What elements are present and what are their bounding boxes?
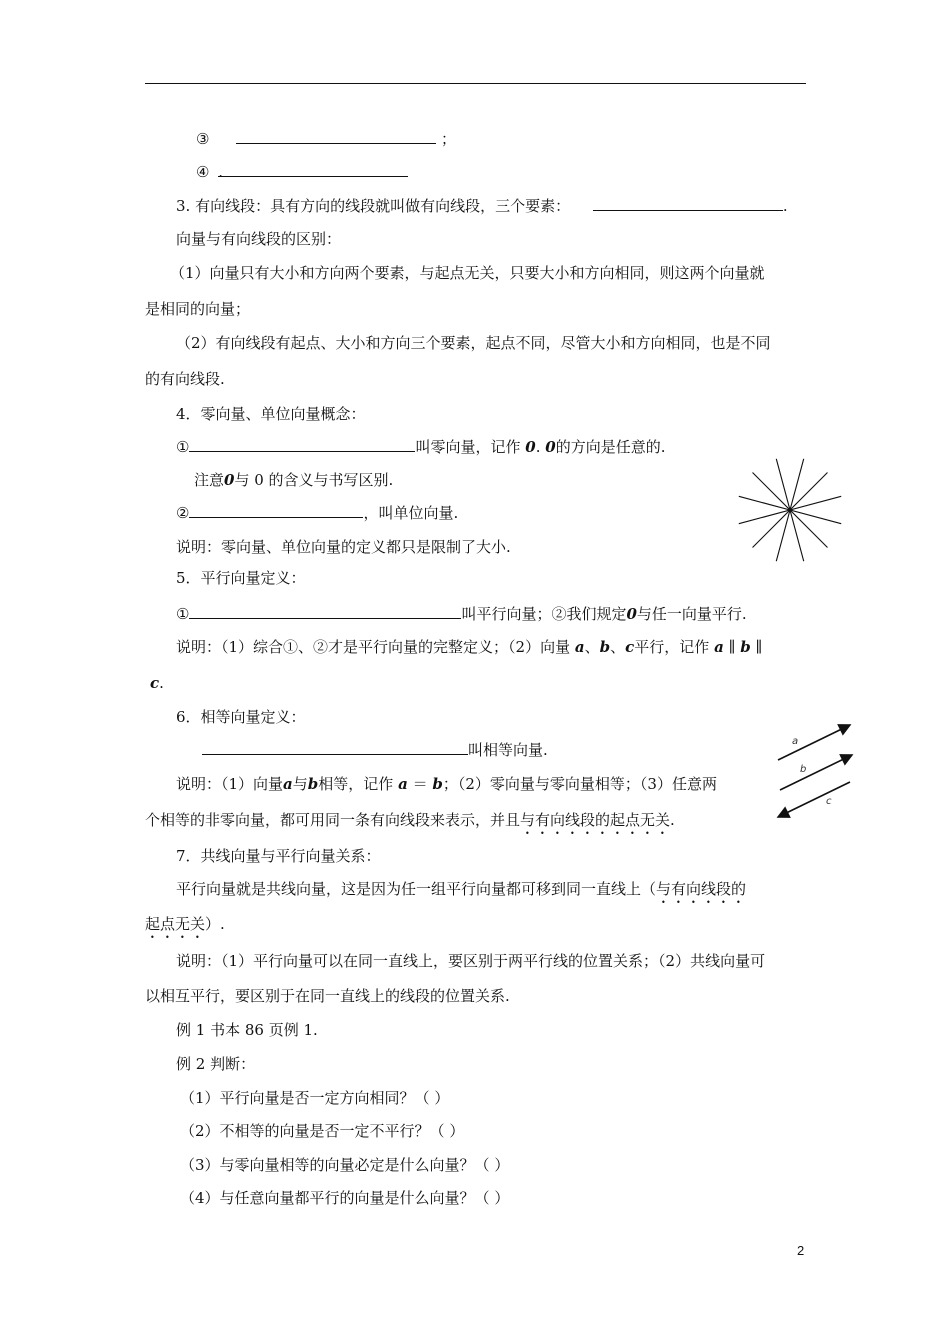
- question-3: （3）与零向量相等的向量必定是什么向量？（ ）: [180, 1156, 510, 1174]
- semicolon: ；: [441, 130, 457, 148]
- section-4-item-1: [176, 437, 665, 457]
- vector-b: b: [740, 638, 751, 656]
- blank-4: [218, 162, 408, 181]
- parallel-symbol: ∥: [723, 638, 741, 656]
- circled-4: ④: [196, 163, 210, 181]
- item-4-line: [196, 162, 408, 182]
- explanation-text: 说明：（1）综合①、②才是平行向量的完整定义；（2）向量: [176, 638, 571, 656]
- vector-a: a: [714, 638, 724, 656]
- blank-equal-vector: [202, 740, 468, 755]
- difference-title: 向量与有向线段的区别：: [176, 230, 342, 248]
- section-4-title: 4．零向量、单位向量概念：: [176, 405, 366, 423]
- zero-vector-star-figure: [735, 455, 845, 565]
- section-7-text-b: [145, 914, 225, 942]
- parallel-symbol: ∥: [750, 638, 763, 656]
- vector-b-arrow: [780, 755, 852, 790]
- question-1: （1）平行向量是否一定方向相同？（ ）: [180, 1089, 450, 1107]
- circled-1: ①: [176, 605, 190, 623]
- blank-3-elements: [593, 196, 783, 211]
- section-5-item-1: [176, 604, 747, 624]
- page-number: 2: [797, 1243, 805, 1258]
- blank-3: [236, 129, 436, 144]
- blank-unit-vector: [189, 503, 363, 518]
- emphasized-text: 与有向线段的起点无关: [520, 811, 671, 829]
- dot: .: [535, 438, 541, 456]
- item-3-line: [196, 129, 456, 149]
- circled-2: ②: [176, 504, 190, 522]
- separator: 、: [610, 638, 626, 656]
- label-b: b: [800, 764, 807, 775]
- section-3: [176, 196, 788, 216]
- zero-symbol: 0: [525, 438, 536, 456]
- label-a: a: [792, 736, 799, 747]
- section-7-explanation-b: 以相互平行，要区别于在同一直线上的线段的位置关系.: [145, 987, 510, 1005]
- section-4-item-2: [176, 503, 458, 523]
- parallel-rule-text: 与任一向量平行.: [636, 605, 747, 623]
- emphasized-text: 起点无关: [145, 915, 206, 933]
- emphasized-text: 与有向线段的: [656, 880, 747, 898]
- question-4: （4）与任意向量都平行的向量是什么向量？（ ）: [180, 1189, 510, 1207]
- section-3-text: 3. 有向线段：具有方向的线段就叫做有向线段，三个要素：: [176, 197, 571, 215]
- vector-a: a: [283, 775, 293, 793]
- note-label: 注意: [194, 471, 225, 489]
- section-4-explanation: 说明：零向量、单位向量的定义都只是限制了大小.: [176, 538, 511, 556]
- section-6-explanation-a: [176, 774, 717, 794]
- vector-a-arrow: [778, 725, 850, 760]
- unit-vector-text: ，叫单位向量.: [363, 504, 459, 522]
- circled-1: ①: [176, 438, 190, 456]
- section-5-title: 5．平行向量定义：: [176, 569, 306, 587]
- section-4-note: [194, 470, 393, 490]
- section-7-explanation-a: 说明：（1）平行向量可以在同一直线上，要区别于两平行线的位置关系；（2）共线向量可: [176, 952, 766, 970]
- section-5-explanation-cont: [150, 673, 164, 693]
- vector-c-arrow: [778, 782, 850, 817]
- equals-symbol: ＝: [407, 775, 433, 793]
- vector-a: a: [574, 638, 585, 656]
- difference-1b: 是相同的向量；: [145, 300, 251, 318]
- blank-parallel-vector: [189, 604, 461, 619]
- circled-3: ③: [196, 130, 210, 148]
- blank-zero-vector: [189, 437, 415, 452]
- zero-symbol: 0: [626, 605, 637, 623]
- vector-b: b: [307, 775, 319, 793]
- question-2: （2）不相等的向量是否一定不平行？（ ）: [180, 1122, 465, 1140]
- label-c: c: [826, 796, 832, 807]
- section-6-explanation-b: [145, 810, 675, 838]
- explanation-text: 平行，记作: [634, 638, 710, 656]
- zero-direction-text: 的方向是任意的.: [555, 438, 666, 456]
- section-6-title: 6．相等向量定义：: [176, 708, 306, 726]
- difference-1a: （1）向量只有大小和方向两个要素，与起点无关，只要大小和方向相同，则这两个向量就: [170, 264, 765, 282]
- parallel-vector-text: 叫平行向量；②我们规定: [461, 605, 627, 623]
- section-7-title: 7．共线向量与平行向量关系：: [176, 847, 381, 865]
- vector-c: c: [150, 674, 160, 692]
- period: .: [782, 197, 788, 215]
- explanation-text: ；（2）零向量与零向量相等；（3）任意两: [442, 775, 717, 793]
- section-5-explanation: [176, 637, 762, 657]
- equal-vectors-figure: [770, 720, 860, 820]
- section-6-item: [202, 740, 548, 760]
- difference-2b: 的有向线段.: [145, 370, 225, 388]
- vector-a: a: [398, 775, 408, 793]
- section-7-text-a: [176, 879, 746, 907]
- note-text: 与 0 的含义与书写区别.: [234, 471, 394, 489]
- period: .: [670, 811, 675, 829]
- zero-symbol: 0: [224, 471, 235, 489]
- explanation-text: 与: [292, 775, 308, 793]
- header-rule: [145, 83, 806, 84]
- period: .: [159, 674, 164, 692]
- vector-c: c: [625, 638, 635, 656]
- explanation-text: 说明：（1）向量: [176, 775, 284, 793]
- vector-b: b: [599, 638, 611, 656]
- example-2: 例 2 判断：: [176, 1055, 256, 1073]
- example-1: 例 1 书本 86 页例 1.: [176, 1021, 318, 1039]
- section-7-text: 平行向量就是共线向量，这是因为任一组平行向量都可移到同一直线上（: [176, 880, 657, 898]
- explanation-text: 相等，记作: [318, 775, 394, 793]
- separator: 、: [584, 638, 600, 656]
- equal-vector-text: 叫相等向量.: [468, 741, 548, 759]
- vector-b: b: [432, 775, 443, 793]
- section-7-text: ）.: [205, 915, 225, 933]
- zero-symbol: 0: [545, 438, 556, 456]
- explanation-text: 个相等的非零向量，都可用同一条有向线段来表示，并且: [145, 811, 521, 829]
- dot: .: [218, 163, 224, 181]
- zero-vector-text: 叫零向量，记作: [415, 438, 521, 456]
- difference-2a: （2）有向线段有起点、大小和方向三个要素，起点不同，尽管大小和方向相同，也是不同: [176, 334, 771, 352]
